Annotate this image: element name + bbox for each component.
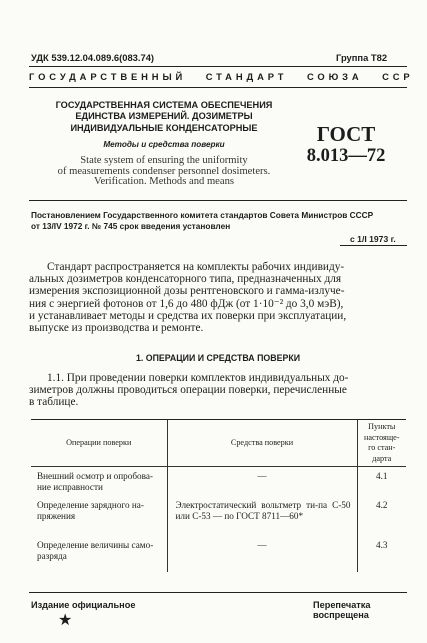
header-rule-top (29, 66, 407, 67)
section-line: зиметров должны проводиться операции поверки, перечисленные (29, 384, 347, 397)
star-icon: ★ (58, 612, 73, 629)
title-ru-line: ГОСУДАРСТВЕННАЯ СИСТЕМА ОБЕСПЕЧЕНИЯ (55, 100, 273, 110)
col-header-operations: Операции поверки (31, 420, 167, 467)
table-row (31, 467, 406, 497)
section-heading: 1. ОПЕРАЦИИ И СРЕДСТВА ПОВЕРКИ (135, 353, 301, 363)
intro-line: и устанавливает методы и средства их поверки при эксплуатации, (29, 309, 347, 322)
col-header-clauses: Пункты настояще-го стан-дарта (357, 420, 406, 467)
operation-cell: Определение величины само-разряда (37, 540, 154, 561)
standard-title: ГОСУДАРСТВЕННЫЙ СТАНДАРТ СОЮЗА ССР (29, 71, 414, 82)
means-cell: — (167, 467, 357, 497)
clause-cell: 4.2 (357, 496, 406, 536)
table-row (31, 496, 406, 536)
title-ru (44, 100, 284, 134)
gost-number: 8.013—72 (306, 146, 386, 166)
intro-line: Стандарт распространяется на комплекты рабочих индивиду- (47, 261, 345, 273)
operation-cell: Внешний осмотр и опробова-ние исправности (37, 471, 153, 492)
means-cell: — (167, 536, 357, 572)
title-ru-line: ЕДИНСТВА ИЗМЕРЕНИЙ. ДОЗИМЕТРЫ (75, 111, 253, 122)
header-rule-bottom (29, 87, 407, 88)
decree-date: с 1/I 1973 г. (350, 234, 396, 244)
table-header-row (31, 420, 406, 467)
official-edition: Издание официальное (31, 600, 136, 610)
intro-paragraph (29, 261, 407, 334)
title-en-line: State system of ensuring the uniformity (80, 155, 248, 166)
table-row (31, 536, 406, 572)
footer-rule (29, 592, 407, 593)
verification-table (31, 420, 406, 572)
section-line: в таблице. (29, 396, 79, 409)
section-paragraph (29, 372, 407, 409)
intro-line: ния с энергией фотонов от 1,6 до 480 фДж (от 1·10⁻² до 3,0 мэВ), (29, 297, 344, 310)
clause-cell: 4.3 (357, 536, 406, 572)
title-subtitle: Методы и средства поверки (103, 140, 225, 149)
intro-line: альных дозиметров конденсаторного типа, предназначенных для (29, 273, 342, 286)
operation-cell: Определение зарядного на-пряжения (37, 500, 144, 521)
col-header-means: Средства поверки (167, 420, 357, 467)
means-cell: Электростатический вольтметр ти-па С-50 или С-53 — по ГОСТ 8711—60* (167, 496, 357, 536)
gost-label: ГОСТ (316, 122, 376, 146)
intro-line: измерения экспозиционной дозы рентгеновского и гамма-излуче- (29, 285, 345, 298)
udc-code: УДК 539.12.04.089.6(083.74) (31, 52, 155, 63)
decree-line: от 13/IV 1972 г. № 745 срок введения установлен (31, 220, 231, 231)
title-en (40, 156, 288, 188)
reprint-prohibited: Перепечатка воспрещена (313, 600, 371, 620)
title-en-line: Verification. Methods and means (93, 176, 235, 188)
intro-line: выпуске из производства и ремонте. (29, 322, 204, 335)
title-en-line: of measurements condenser personnel dosimeters. (57, 165, 271, 177)
group-code: Группа Т82 (336, 52, 388, 63)
section-line: 1.1. При проведении поверки комплектов индивидуальных до- (47, 372, 349, 384)
decree-line: Постановлением Государственного комитета стандартов Совета Министров СССР (31, 210, 374, 220)
title-rule (29, 200, 407, 201)
clause-cell: 4.1 (357, 467, 406, 497)
decree-text (31, 210, 407, 231)
title-ru-line: ИНДИВИДУАЛЬНЫЕ КОНДЕНСАТОРНЫЕ (70, 122, 258, 133)
decree-date-rule (340, 245, 407, 246)
